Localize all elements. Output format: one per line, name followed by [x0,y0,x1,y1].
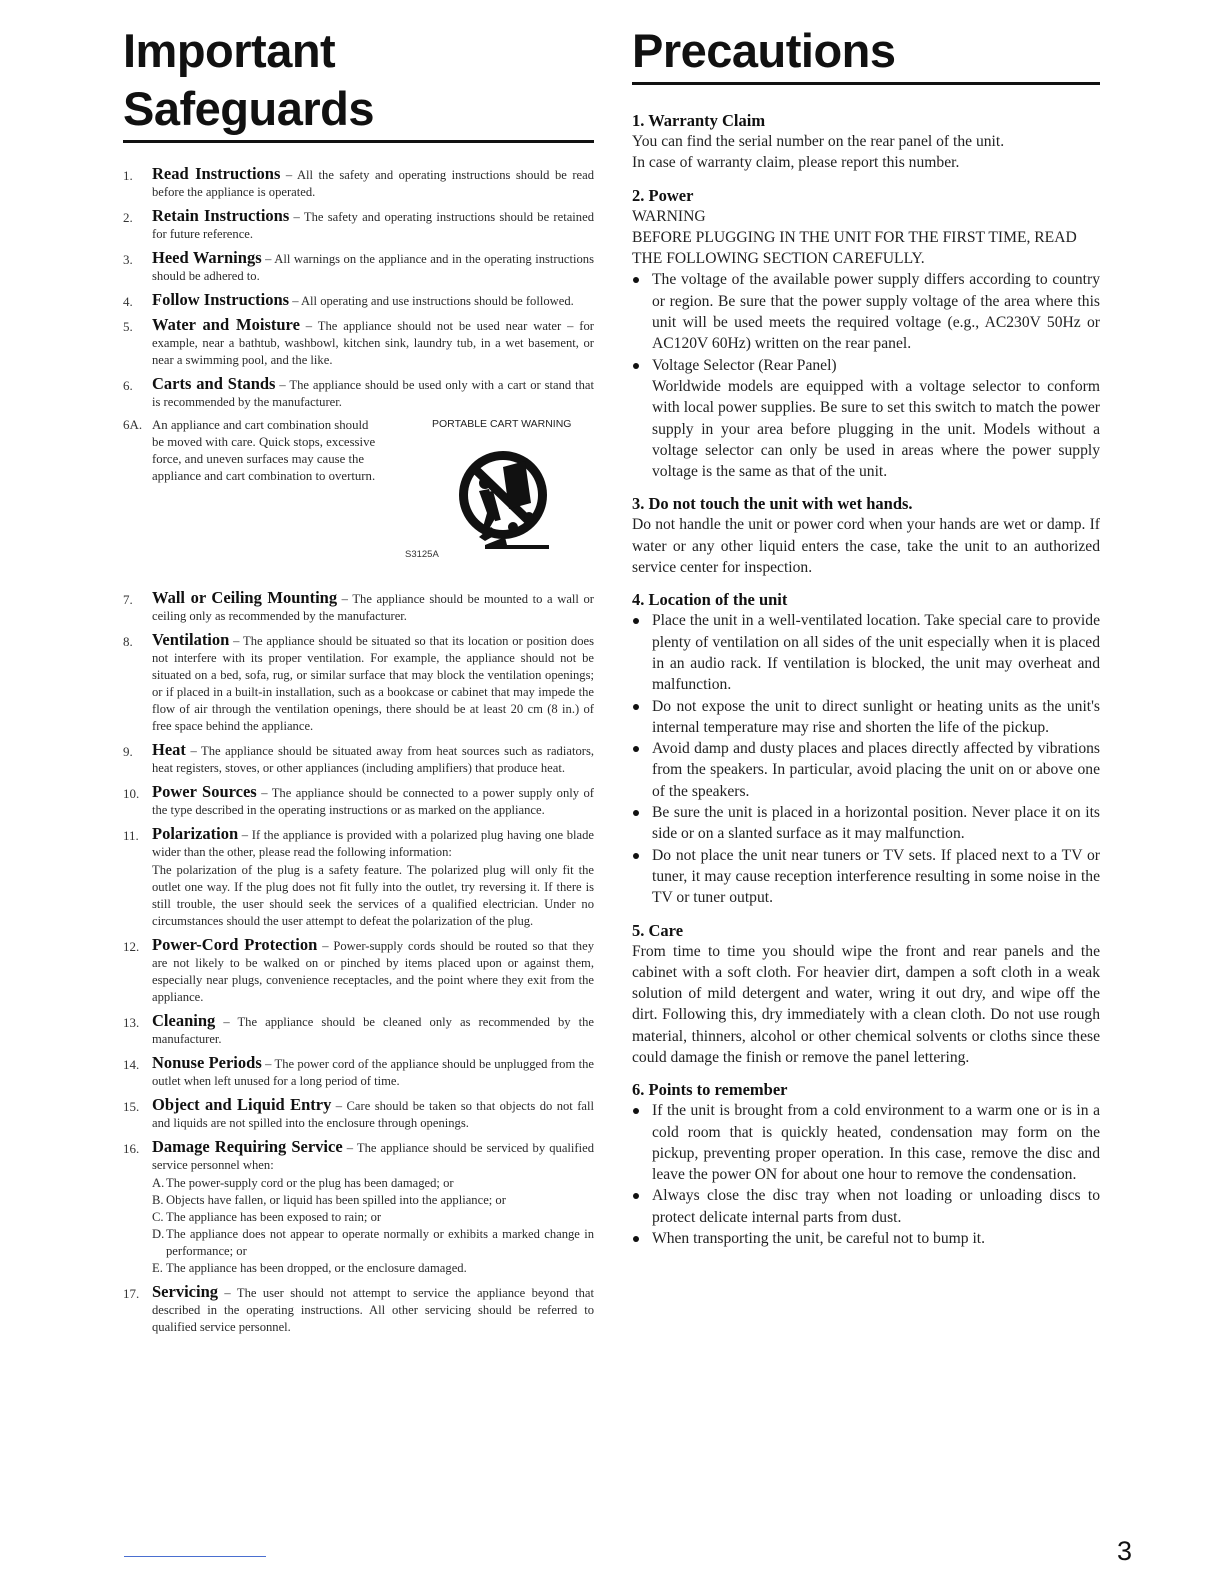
safeguards-list [123,165,594,1336]
precautions-heading: Precautions [632,22,1100,85]
list-item [123,291,594,310]
safeguards-column [123,22,594,1342]
item-title: Power Sources [152,782,257,801]
item-title: Object and Liquid Entry [152,1095,332,1114]
section-text: From time to time you should wipe the front and rear panels and the cabinet with a soft cloth. For heavier dirt, dampen a soft cloth in a weak solution of mild detergent and water, wring it out dry, and wipe off the dirt. Following this, dry immediately with a clean cloth. Do not use rough material, thinners, alcohol or other chemical solvents or cloths since these could damage the finish or remove the panel lettering. [632,942,1100,1066]
item-text: – The appliance should be situated away from heat sources such as radiators, heat registers, stoves, or other appliances (including amplifiers) that produce heat. [152,744,594,775]
warning-label: WARNING [632,207,706,225]
list-number: 12. [123,939,140,954]
item-text: – The appliance should be cleaned only as recommended by the manufacturer. [152,1015,594,1046]
list-item [123,1012,594,1048]
item-title: Retain Instructions [152,206,290,225]
precaution-warranty [632,110,1100,174]
bullet-item: The voltage of the available power supply differs according to country or region. Be sure that the power supply voltage of the area where this unit will be used meets the required voltage (e.g., AC230V 50Hz or AC120V 60Hz) written on the rear panel. [632,269,1100,354]
item-text: – The appliance should be used only with a cart or stand that is recommended by the manufacturer. [152,378,594,409]
list-number: 9. [123,744,133,759]
page-number: 3 [1117,1536,1133,1566]
sub-letter: D. [152,1227,165,1241]
precautions-column [632,22,1100,1260]
sub-text: The appliance has been dropped, or the enclosure damaged. [166,1261,467,1275]
bullet-subtitle: Voltage Selector (Rear Panel) [652,356,837,374]
sub-letter: C. [152,1210,164,1224]
sub-item [152,1209,594,1226]
section-text: Do not handle the unit or power cord when your hands are wet or damp. If water or any other liquid enters the case, take the unit to an authorized service center for inspection. [632,516,1100,577]
bullet-item: Avoid damp and dusty places and places directly affected by vibrations from the speakers. In particular, avoid placing the unit on or above one of the speakers. [632,738,1100,802]
section-text: You can find the serial number on the rear panel of the unit. [632,133,1005,150]
sub-text: The appliance has been exposed to rain; or [166,1210,382,1224]
cart-tipping-icon [445,433,555,567]
list-item [123,316,594,369]
list-item [123,1054,594,1090]
sub-item [152,1175,594,1192]
precaution-wet-hands [632,493,1100,578]
item-title: Power-Cord Protection [152,935,318,954]
footer-rule [124,1556,266,1557]
list-number: 6A. [123,417,143,432]
list-item [123,589,594,625]
bullet-item: Always close the disc tray when not loading or unloading discs to protect delicate internal parts from dust. [632,1185,1100,1228]
item-text: – Power-supply cords should be routed so that they are not likely to be walked on or pinched by items placed upon or against them, especially near plugs, convenience receptacles, and the point where they exit from the appliance. [152,939,594,1004]
precaution-power [632,185,1100,483]
cart-warning-text: An appliance and cart combination should be moved with care. Quick stops, excessive force, and uneven surfaces may cause the appliance and cart combination to overturn. [152,418,376,483]
item-text: – The appliance should be mounted to a wall or ceiling only as recommended by the manufacturer. [152,592,594,623]
item-title: Polarization [152,824,239,843]
item-title: Carts and Stands [152,374,276,393]
list-item [123,1138,594,1277]
list-item [123,741,594,777]
sub-item [152,1260,594,1277]
bullet-item: When transporting the unit, be careful not to bump it. [632,1228,1100,1249]
bullet-item: Do not place the unit near tuners or TV sets. If placed next to a TV or tuner, it may cause reception interference resulting in some noise in the TV or tuner output. [632,845,1100,909]
list-item [123,249,594,285]
sub-letter: A. [152,1176,165,1190]
list-number: 15. [123,1099,140,1114]
sub-text: The power-supply cord or the plug has been damaged; or [166,1176,454,1190]
section-title: 3. Do not touch the unit with wet hands. [632,494,913,514]
item-text: – The user should not attempt to service the appliance beyond that described in the operating instructions. All other servicing should be referred to qualified service personnel. [152,1286,594,1334]
item-title: Servicing [152,1282,218,1301]
item-title: Nonuse Periods [152,1053,262,1072]
item-text: – The appliance should not be used near water – for example, near a bathtub, washbowl, kitchen sink, laundry tub, in a wet basement, or near a swimming pool, and the like. [152,319,594,367]
section-title: 6. Points to remember [632,1080,788,1100]
list-number: 2. [123,210,133,225]
sub-text: The appliance does not appear to operate normally or exhibits a marked change in performance; or [166,1227,594,1258]
list-number: 4. [123,294,133,309]
item-title: Water and Moisture [152,315,300,334]
bullet-text: Worldwide models are equipped with a voltage selector to conform with local power supplies. Be sure to set this switch to match the power supply in your area before plugging in the unit. Models without a voltage selector can only be used in areas where the power supply voltage is the same as that of the unit. [652,377,1100,481]
list-item [123,375,594,411]
cart-warning-code: S3125A [405,549,439,560]
list-item [123,936,594,1006]
list-number: 13. [123,1015,140,1030]
cart-warning-block [123,417,594,583]
list-number: 8. [123,634,133,649]
safeguards-heading: Important Safeguards [123,22,594,143]
warning-text: BEFORE PLUGGING IN THE UNIT FOR THE FIRST TIME, READ THE FOLLOWING SECTION CAREFULLY. [632,228,1077,268]
item-text: – The safety and operating instructions should be retained for future reference. [152,210,594,241]
item-text: – All the safety and operating instructions should be read before the appliance is operated. [152,168,594,199]
sub-letter: B. [152,1193,164,1207]
item-text: – All operating and use instructions should be followed. [289,294,574,308]
list-item [123,783,594,819]
item-title: Ventilation [152,630,230,649]
item-text: – The appliance should be situated so that its location or position does not interfere with its proper ventilation. For example, the appliance should not be situated on a bed, sofa, rug, or similar surface that may block the ventilation openings; or if placed in a built-in installation, such as a bookcase or cabinet that may impede the flow of air through the ventilation openings, there should be at least 20 cm (8 in.) of free space behind the appliance. [152,634,594,733]
bullet-item [632,355,1100,483]
item-title: Read Instructions [152,164,281,183]
item-text: – The appliance should be serviced by qualified service personnel when: [152,1141,594,1172]
section-text: In case of warranty claim, please report this number. [632,154,960,172]
list-number: 1. [123,168,133,183]
sub-letter: E. [152,1261,163,1275]
item-title: Follow Instructions [152,290,290,309]
item-title: Damage Requiring Service [152,1137,343,1156]
bullet-item: Place the unit in a well-ventilated location. Take special care to provide plenty of ventilation on all sides of the unit especially when it is placed in an audio rack. If ventilation is blocked, the unit may overheat and malfunction. [632,610,1100,695]
item-text: – The appliance should be connected to a power supply only of the type described in the operating instructions or as marked on the appliance. [152,786,594,817]
section-title: 5. Care [632,920,684,940]
list-item [123,631,594,735]
section-title: 4. Location of the unit [632,590,788,610]
item-title: Heat [152,740,186,759]
sub-item [152,1192,594,1209]
list-item [123,207,594,243]
list-number: 17. [123,1286,140,1301]
list-number: 6. [123,378,133,393]
sub-list [152,1175,594,1277]
precaution-location [632,589,1100,908]
section-title: 2. Power [632,185,694,205]
list-number: 5. [123,319,133,334]
list-item [123,1283,594,1336]
list-item [123,165,594,201]
list-number: 16. [123,1141,140,1156]
item-title: Cleaning [152,1011,216,1030]
sub-text: Objects have fallen, or liquid has been spilled into the appliance; or [166,1193,506,1207]
item-text: – The power cord of the appliance should be unplugged from the outlet when left unused for a long period of time. [152,1057,594,1088]
item-text: – If the appliance is provided with a polarized plug having one blade wider than the other, please read the following information: [152,828,594,859]
item-title: Wall or Ceiling Mounting [152,588,338,607]
bullet-item: Do not expose the unit to direct sunlight or heating units as the unit's internal temperature may rise and shorten the life of the pickup. [632,696,1100,739]
item-paragraph: The polarization of the plug is a safety feature. The polarized plug will only fit the outlet one way. If the plug does not fit fully into the outlet, try reversing it. If there is still trouble, the user should seek the services of a qualified electrician. Under no circumstances should the user attempt to defeat the polarization of the plug. [152,863,594,928]
item-text: – All warnings on the appliance and in the operating instructions should be adhered to. [152,252,594,283]
item-title: Heed Warnings [152,248,262,267]
list-item [123,825,594,930]
bullet-item: If the unit is brought from a cold environment to a warm one or is in a cold room that is quickly heated, condensation may form on the pickup, preventing proper operation. In this case, remove the disc and leave the power ON for about one hour to remove the condensation. [632,1100,1100,1185]
list-number: 14. [123,1057,140,1072]
bullet-item: Be sure the unit is placed in a horizontal position. Never place it on its side or on a slanted surface as it may malfunction. [632,802,1100,845]
list-item [123,1096,594,1132]
sub-item [152,1226,594,1260]
cart-warning-label: PORTABLE CART WARNING [432,418,572,430]
list-number: 7. [123,592,133,607]
section-title: 1. Warranty Claim [632,111,766,130]
item-text: – Care should be taken so that objects do not fall and liquids are not spilled into the enclosure through openings. [152,1099,594,1130]
list-number: 11. [123,828,139,843]
list-number: 10. [123,786,140,801]
precaution-points [632,1079,1100,1249]
precaution-care [632,920,1100,1069]
list-number: 3. [123,252,133,267]
